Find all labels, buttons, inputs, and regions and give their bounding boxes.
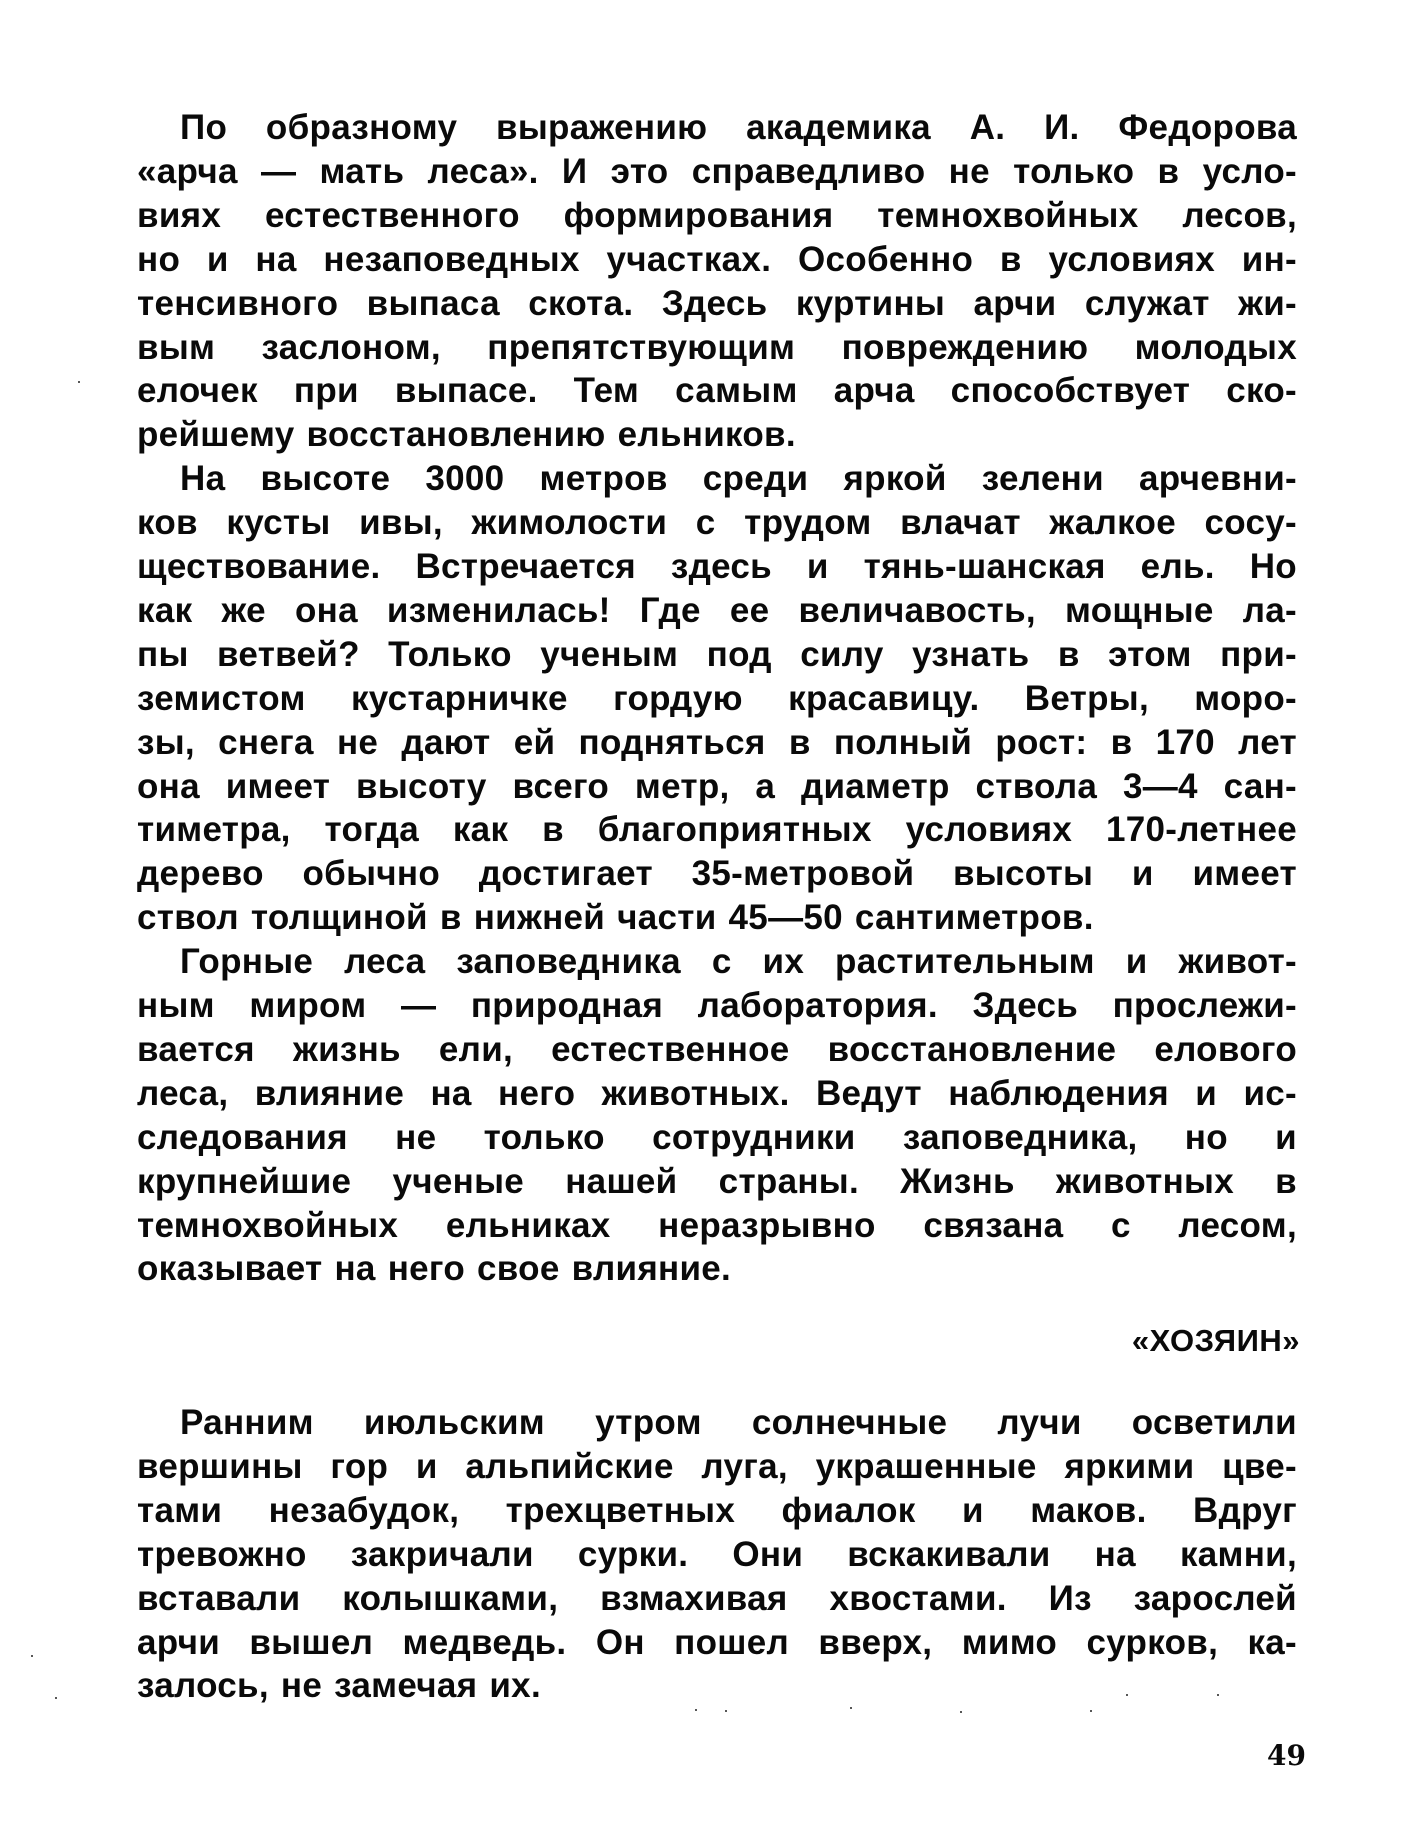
text-line-content: По образному выражению академика А. И. Федорова <box>180 108 1297 147</box>
scan-speck <box>1217 1694 1219 1696</box>
text-line-content: пы ветвей? Только ученым под силу узнать в этом при- <box>137 634 1297 674</box>
scan-speck <box>725 1710 727 1712</box>
text-line-content: виях естественного формирования темнохвойных лесов, <box>137 195 1297 235</box>
text-line <box>137 150 1297 194</box>
text-line <box>137 984 1297 1028</box>
text-line <box>137 808 1297 852</box>
page-number: 49 <box>1267 1739 1306 1772</box>
text-line-content: крупнейшие ученые нашей страны. Жизнь животных в <box>137 1161 1297 1201</box>
scan-speck <box>1126 1694 1128 1696</box>
scan-speck <box>960 1711 962 1713</box>
text-line <box>137 1072 1297 1116</box>
text-line <box>137 721 1297 765</box>
text-line-content: темнохвойных ельниках неразрывно связана с лесом, <box>137 1205 1297 1245</box>
text-line-content: дерево обычно достигает 35-метровой высоты и имеет <box>137 854 1297 894</box>
text-line-content: елочек при выпасе. Тем самым арча способствует ско- <box>137 371 1297 411</box>
text-line-content: но и на незаповедных участках. Особенно в условиях ин- <box>137 239 1297 279</box>
text-line <box>137 852 1297 896</box>
text-line <box>137 589 1297 633</box>
text-line <box>137 1204 1297 1248</box>
text-line-content: тами незабудок, трехцветных фиалок и маков. Вдруг <box>137 1490 1297 1530</box>
text-line <box>137 1247 1297 1291</box>
text-line-content: вставали колышками, взмахивая хвостами. Из зарослей <box>137 1578 1297 1618</box>
text-line <box>180 457 1297 501</box>
text-line-content: она имеет высоту всего метр, а диаметр ствола 3—4 сан- <box>137 766 1297 806</box>
text-line-content: тенсивного выпаса скота. Здесь куртины арчи служат жи- <box>137 283 1297 323</box>
text-line <box>137 238 1297 282</box>
text-line-content: рейшему восстановлению ельников. <box>137 415 796 455</box>
text-line-content: вершины гор и альпийские луга, украшенные яркими цве- <box>137 1446 1297 1486</box>
text-line <box>137 282 1297 326</box>
text-line <box>137 1577 1297 1621</box>
text-line-content: следования не только сотрудники заповедника, но и <box>137 1117 1297 1157</box>
text-line <box>137 1621 1297 1665</box>
text-line <box>137 896 1297 940</box>
text-line <box>137 1028 1297 1072</box>
text-line-content: ным миром — природная лаборатория. Здесь прослежи- <box>137 986 1297 1025</box>
text-line <box>180 940 1297 984</box>
text-line <box>137 369 1297 413</box>
text-line-content: Горные леса заповедника с их растительным и живот- <box>180 942 1297 982</box>
text-line <box>137 501 1297 545</box>
text-line <box>137 633 1297 677</box>
text-line <box>137 1160 1297 1204</box>
text-line-content: ствол толщиной в нижней части 45—50 сантиметров. <box>137 898 1094 938</box>
text-line <box>137 194 1297 238</box>
scan-speck <box>695 1709 697 1711</box>
text-line-content: арчи вышел медведь. Он пошел вверх, мимо сурков, ка- <box>137 1622 1297 1662</box>
text-line-content: тревожно закричали сурки. Они вскакивали на камни, <box>137 1534 1297 1574</box>
text-line-content: ществование. Встречается здесь и тянь-шанская ель. Но <box>137 547 1297 586</box>
text-line <box>137 677 1297 721</box>
text-line <box>137 765 1297 809</box>
text-line-content: как же она изменилась! Где ее величавость, мощные ла- <box>137 590 1297 630</box>
text-line <box>137 1116 1297 1160</box>
scan-speck <box>850 1707 852 1709</box>
scan-speck <box>55 1697 57 1699</box>
text-line-content: зы, снега не дают ей подняться в полный рост: в 170 лет <box>137 722 1297 762</box>
text-line <box>137 326 1297 370</box>
text-line-content: «арча — мать леса». И это справедливо не только в усло- <box>137 151 1297 191</box>
text-line-content: вым заслоном, препятствующим повреждению молодых <box>137 327 1297 367</box>
text-line-content: ков кусты ивы, жимолости с трудом влачат жалкое сосу- <box>137 503 1297 543</box>
text-line <box>137 1445 1297 1489</box>
text-line-content: земистом кустарничке гордую красавицу. Ветры, моро- <box>137 678 1297 718</box>
scan-speck <box>1090 1710 1092 1712</box>
text-line-content: тиметра, тогда как в благоприятных условиях 170-летнее <box>137 810 1297 850</box>
text-line-content: вается жизнь ели, естественное восстановление елового <box>137 1029 1297 1069</box>
scan-speck <box>31 1655 33 1657</box>
text-line-content: оказывает на него свое влияние. <box>137 1249 732 1289</box>
text-line <box>137 1533 1297 1577</box>
text-line <box>137 545 1297 589</box>
text-line-content: леса, влияние на него животных. Ведут наблюдения и ис- <box>137 1073 1297 1113</box>
text-line-content: На высоте 3000 метров среди яркой зелени арчевни- <box>180 459 1297 499</box>
text-line-content: залось, не замечая их. <box>137 1666 541 1706</box>
text-line <box>137 1664 1297 1708</box>
text-line <box>137 413 1297 457</box>
text-line <box>137 1489 1297 1533</box>
text-line <box>180 106 1297 150</box>
text-line <box>180 1401 1297 1445</box>
section-title: «ХОЗЯИН» <box>1131 1323 1300 1358</box>
scan-speck <box>78 381 80 383</box>
text-line-content: Ранним июльским утром солнечные лучи осветили <box>180 1403 1297 1442</box>
